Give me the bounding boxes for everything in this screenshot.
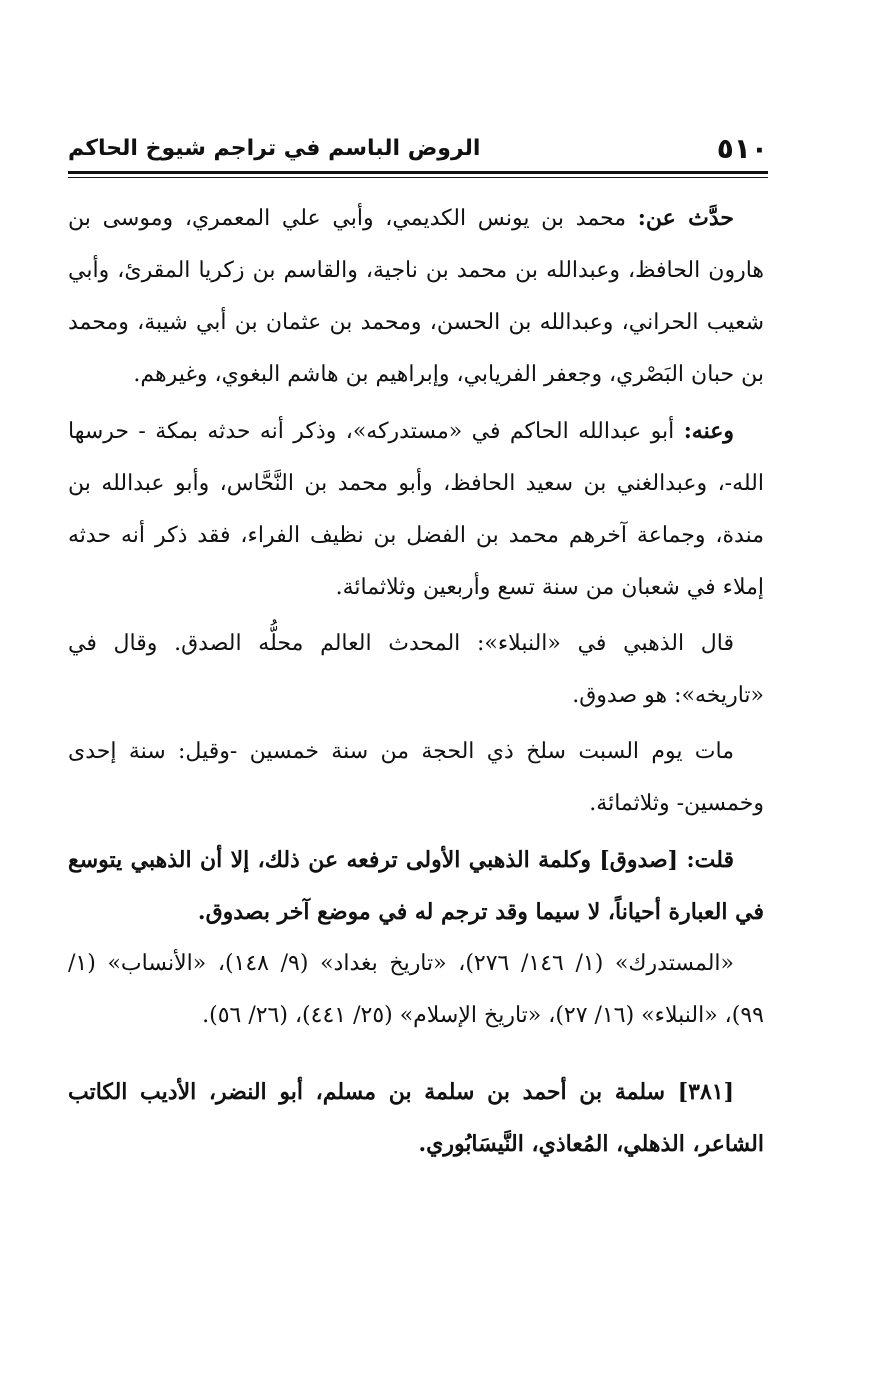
- page-number: ٥١٠: [716, 132, 768, 165]
- running-title: الروض الباسم في تراجم شيوخ الحاكم: [68, 136, 481, 161]
- paragraph-text: محمد بن يونس الكديمي، وأبي علي المعمري، وموسى بن هارون الحافظ، وعبدالله بن محمد بن ناجية، والقاسم بن زكريا المقرئ، وأبي شعيب الحراني، وعبدالله بن الحسن، ومحمد بن عثمان بن أبي شيبة، ومحمد بن حبان البَصْري، وجعفر الفريابي، وإبراهيم بن هاشم البغوي، وغيرهم.: [68, 206, 764, 387]
- dhahabi-assessment-paragraph: قال الذهبي في «النبلاء»: المحدث العالم محلُّه الصدق. وقال في «تاريخه»: هو صدوق.: [68, 631, 764, 708]
- death-paragraph: مات يوم السبت سلخ ذي الحجة من سنة خمسين -وقيل: سنة إحدى وخمسين- وثلاثمائة.: [68, 739, 764, 816]
- biography-entry-heading: [٣٨١] سلمة بن أحمد بن سلمة بن مسلم، أبو النضر، الأديب الكاتب الشاعر، الذهلي، المُعاذي، النَّيسَابُوري.: [68, 1079, 764, 1157]
- header-rule-thick: [68, 171, 768, 174]
- header-rule-thin: [68, 177, 768, 178]
- page-header: [68, 128, 768, 168]
- author-verdict-paragraph: قلت: [صدوق] وكلمة الذهبي الأولى ترفعه عن ذلك، إلا أن الذهبي يتوسع في العبارة أحياناً، لا سيما وقد ترجم له في موضع آخر بصدوق.: [68, 847, 764, 925]
- paragraph-lead-narrated-from: حدَّث عن:: [637, 205, 734, 231]
- narrators-from-him-paragraph: [68, 405, 764, 614]
- paragraph-text: أبو عبدالله الحاكم في «مستدركه»، وذكر أنه حدثه بمكة - حرسها الله-، وعبدالغني بن سعيد الحافظ، وأبو محمد بن النَّحَّاس، وأبو عبدالله بن مندة، وجماعة آخرهم محمد بن الفضل بن نظيف الفراء، فقد ذكر أنه حدثه إملاء في شعبان من سنة تسع وأربعين وثلاثمائة.: [68, 419, 764, 600]
- page-body: [68, 192, 764, 1170]
- narrated-from-paragraph: [68, 192, 764, 401]
- paragraph-lead-from-him: وعنه:: [683, 418, 734, 444]
- references-paragraph: «المستدرك» (١/ ١٤٦/ ٢٧٦)، «تاريخ بغداد» (٩/ ١٤٨)، «الأنساب» (١/ ٩٩)، «النبلاء» (١٦/ ٢٧)، «تاريخ الإسلام» (٢٥/ ٤٤١)، (٢٦/ ٥٦).: [68, 951, 764, 1028]
